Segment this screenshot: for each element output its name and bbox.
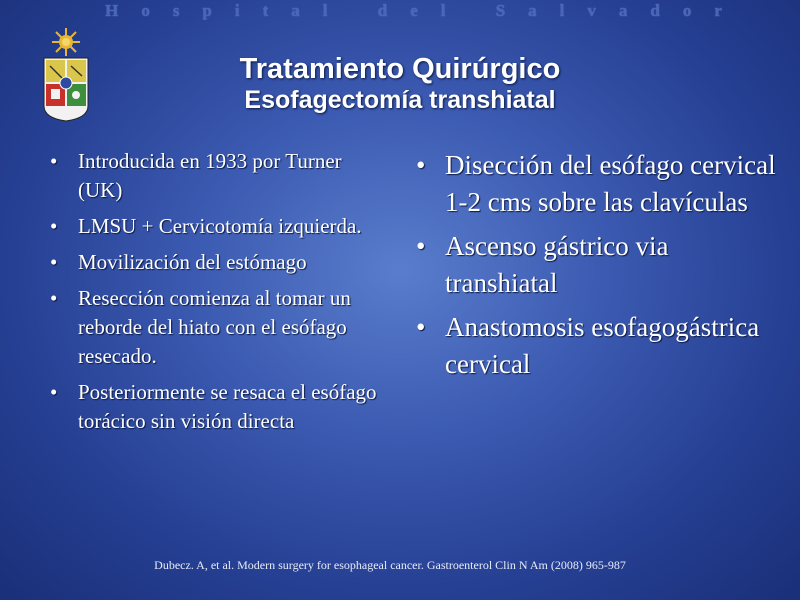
list-item: • Introducida en 1933 por Turner (UK)	[50, 149, 342, 202]
bullet-icon: •	[50, 214, 58, 238]
header-banner	[0, 0, 800, 22]
slide-subtitle: Esofagectomía transhiatal	[244, 86, 556, 114]
list-item: • Ascenso gástrico via transhiatal	[410, 228, 780, 302]
list-item: • Movilización del estómago	[40, 248, 380, 277]
university-crest-icon	[38, 26, 94, 122]
bullet-icon: •	[50, 149, 58, 173]
hospital-name: Hospital del Salvador	[105, 1, 745, 20]
list-item: • Disección del esófago cervical 1-2 cms sobre las clavículas	[410, 147, 780, 221]
bullet-icon: •	[416, 312, 426, 342]
bullet-icon: •	[416, 231, 426, 261]
slide-title: Tratamiento Quirúrgico	[239, 53, 561, 85]
right-bullet-list	[410, 147, 780, 390]
bullet-icon: •	[416, 150, 426, 180]
left-bullet-list	[40, 147, 380, 443]
list-item: • Anastomosis esofagogástrica cervical	[410, 309, 780, 383]
bullet-icon: •	[50, 380, 58, 404]
bullet-icon: •	[50, 286, 58, 310]
list-item: • Resección comienza al tomar un reborde del hiato con el esófago resecado.	[50, 286, 351, 368]
title-block	[100, 52, 700, 114]
list-item: • LMSU + Cervicotomía izquierda.	[40, 212, 380, 241]
citation-reference: Dubecz. A, et al. Modern surgery for esophageal cancer. Gastroenterol Clin N Am (2008) 965-987	[154, 558, 626, 572]
list-item: • Posteriormente se resaca el esófago torácico sin visión directa	[50, 380, 377, 433]
bullet-icon: •	[50, 250, 58, 274]
